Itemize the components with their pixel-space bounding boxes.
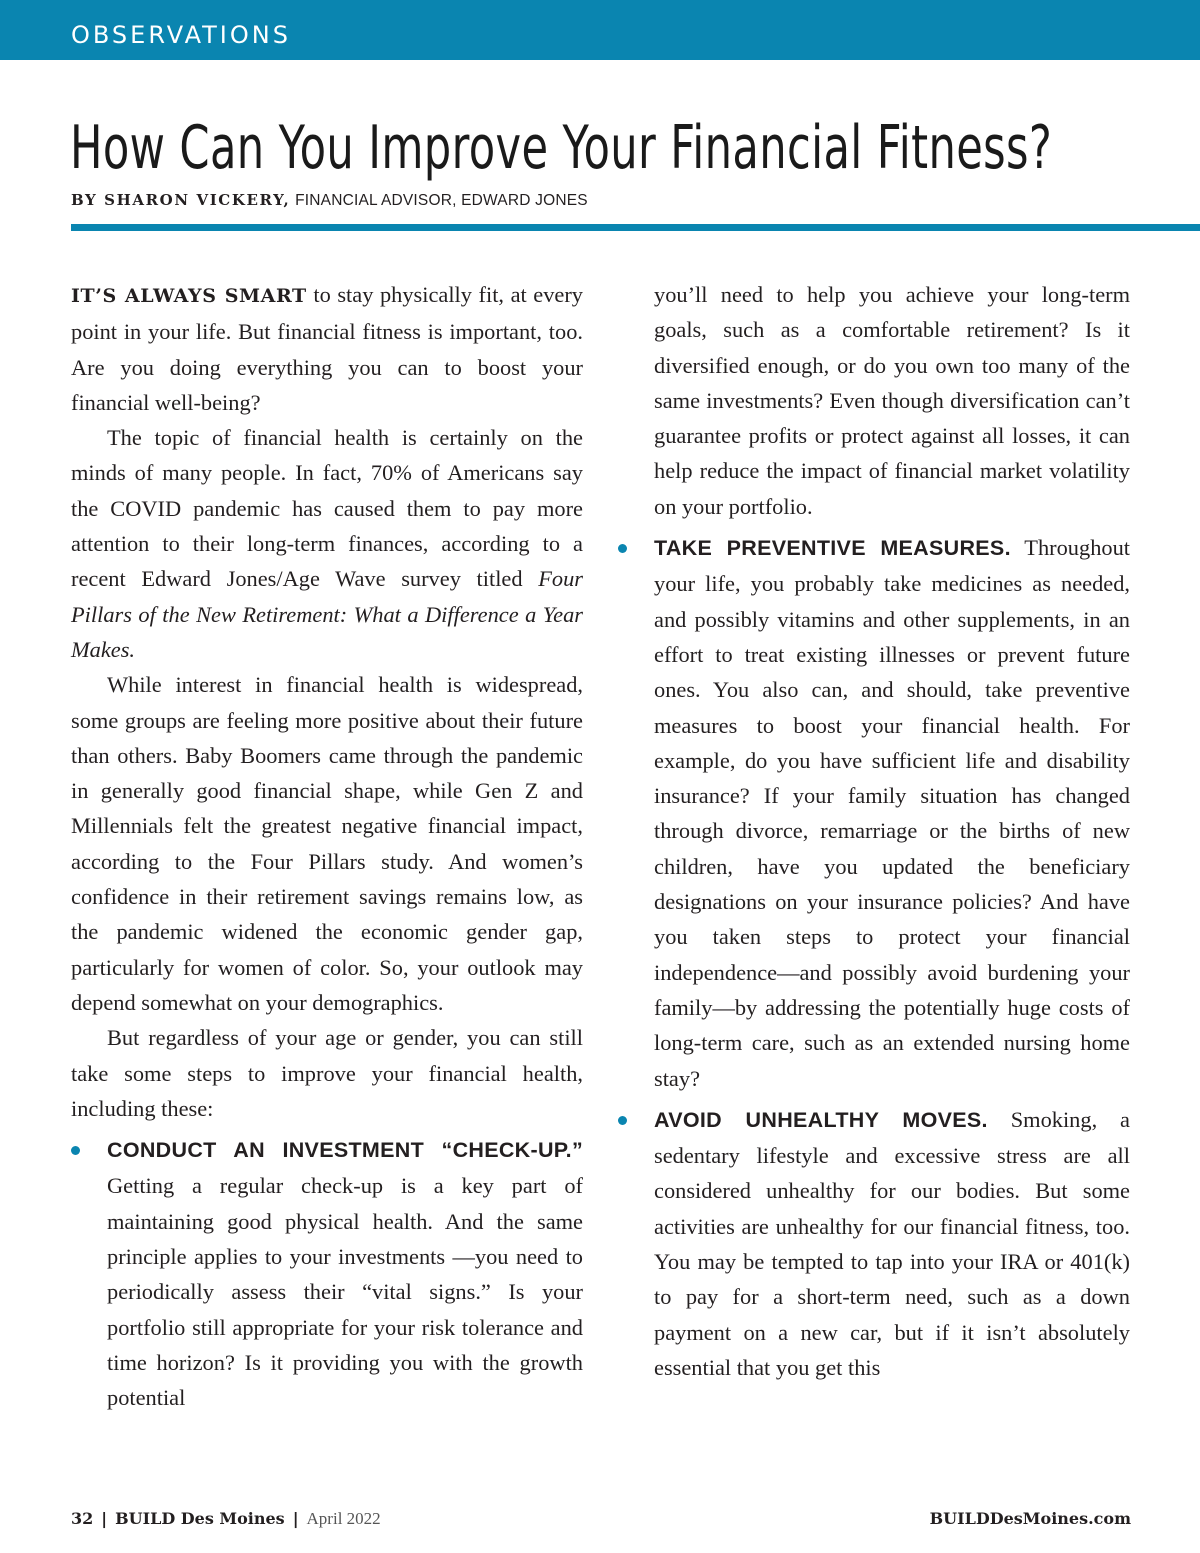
footer-separator: | xyxy=(101,1509,108,1528)
bullet-continuation xyxy=(618,277,1130,524)
magazine-name: BUILD Des Moines xyxy=(115,1509,285,1528)
bullet-text: Smoking, a sedentary lifestyle and excessive stress are all considered unhealthy for our bodies. But some activities are unhealthy for our financial fitness, too. You may be tempted to tap into your IRA or 401(k) to pay for a short-term need, such as a down payment on a new car, but if it isn’t absolutely essential that you get this xyxy=(654,1106,1130,1380)
paragraph-intro xyxy=(71,277,583,420)
issue-date: April 2022 xyxy=(306,1509,381,1528)
bullet-heading: AVOID UNHEALTHY MOVES. xyxy=(654,1107,988,1132)
paragraph-text: While interest in financial health is widespread, some groups are feeling more positive about their future than others. Baby Boomers came through the pandemic in generally good financial shape, while Gen Z and Millennials felt the greatest negative financial impact, according to the Four Pillars study. And women’s confidence in their retirement savings remains low, as the pandemic widened the economic gender gap, particularly for women of color. So, your outlook may depend somewhat on your demographics. xyxy=(71,672,583,1015)
paragraph-text: to stay physically fit, at every point in your life. But financial fitness is important, too. Are you doing everything you can to boost your financial well-being? xyxy=(71,282,584,415)
bullet-heading: CONDUCT AN INVESTMENT “CHECK-UP.” xyxy=(107,1138,583,1163)
bullet-dot-icon xyxy=(618,1116,627,1125)
bullet-item xyxy=(618,530,1130,1096)
paragraph-text: The topic of financial health is certainly on the minds of many people. In fact, 70% of Americans say the COVID pandemic has caused them to pay more attention to their long-term finances, according to a recent Edward Jones/Age Wave survey titled xyxy=(71,425,583,592)
paragraph-text: But regardless of your age or gender, you can still take some steps to improve your financial health, including these: xyxy=(71,1025,583,1121)
website-link[interactable]: BUILDDesMoines.com xyxy=(929,1509,1131,1528)
bullet-dot-icon xyxy=(71,1146,80,1155)
page-number: 32 xyxy=(71,1509,94,1528)
section-label: OBSERVATIONS xyxy=(71,21,291,49)
bullet-text: Getting a regular check-up is a key part of maintaining good physical health. And the same principle applies to your investments —you need to periodically assess their “vital signs.” Is your portfolio still appropriate for your risk tolerance and time horizon? Is it providing you with the growth potential xyxy=(107,1173,583,1411)
bullet-text: Throughout your life, you probably take medicines as needed, and possibly vitamins and other supplements, in an effort to treat existing illnesses or prevent future ones. You also can, and should, take preventive measures to boost your financial health. For example, do you have sufficient life and disability insurance? If your family situation has changed through divorce, remarriage or the births of new children, have you updated the beneficiary designations on your insurance policies? And have you taken steps to protect your financial independence—and possibly avoid burdening your family—by addressing the potentially huge costs of long-term care, such as an extended nursing home stay? xyxy=(654,535,1130,1091)
section-banner xyxy=(0,0,1200,60)
bullet-item xyxy=(618,1102,1130,1385)
footer-separator: | xyxy=(292,1509,299,1528)
footer-info xyxy=(71,1508,381,1530)
survey-title: Four Pillars of the New Retirement: What a Difference a Year Makes. xyxy=(71,566,583,662)
byline xyxy=(71,190,588,211)
bullet-item xyxy=(71,1132,583,1415)
paragraph xyxy=(71,667,583,1020)
bullet-dot-icon xyxy=(618,544,627,553)
bullet-text: you’ll need to help you achieve your long-term goals, such as a comfortable retirement? Is it diversified enough, or do you own too many of the same investments? Even though diversification can’t guarantee profits or protect against all losses, it can help reduce the impact of financial market volatility on your portfolio. xyxy=(654,282,1130,519)
paragraph xyxy=(71,1020,583,1126)
article-title: How Can You Improve Your Financial Fitness? xyxy=(70,113,1053,183)
lead-in: IT’S ALWAYS SMART xyxy=(71,285,307,307)
column-left xyxy=(71,277,583,1416)
column-right xyxy=(618,277,1130,1385)
title-divider xyxy=(71,224,1200,231)
paragraph xyxy=(71,420,583,667)
bullet-heading: TAKE PREVENTIVE MEASURES. xyxy=(654,536,1011,561)
author-role: FINANCIAL ADVISOR, EDWARD JONES xyxy=(295,192,588,209)
author-name: BY SHARON VICKERY, xyxy=(71,191,291,209)
